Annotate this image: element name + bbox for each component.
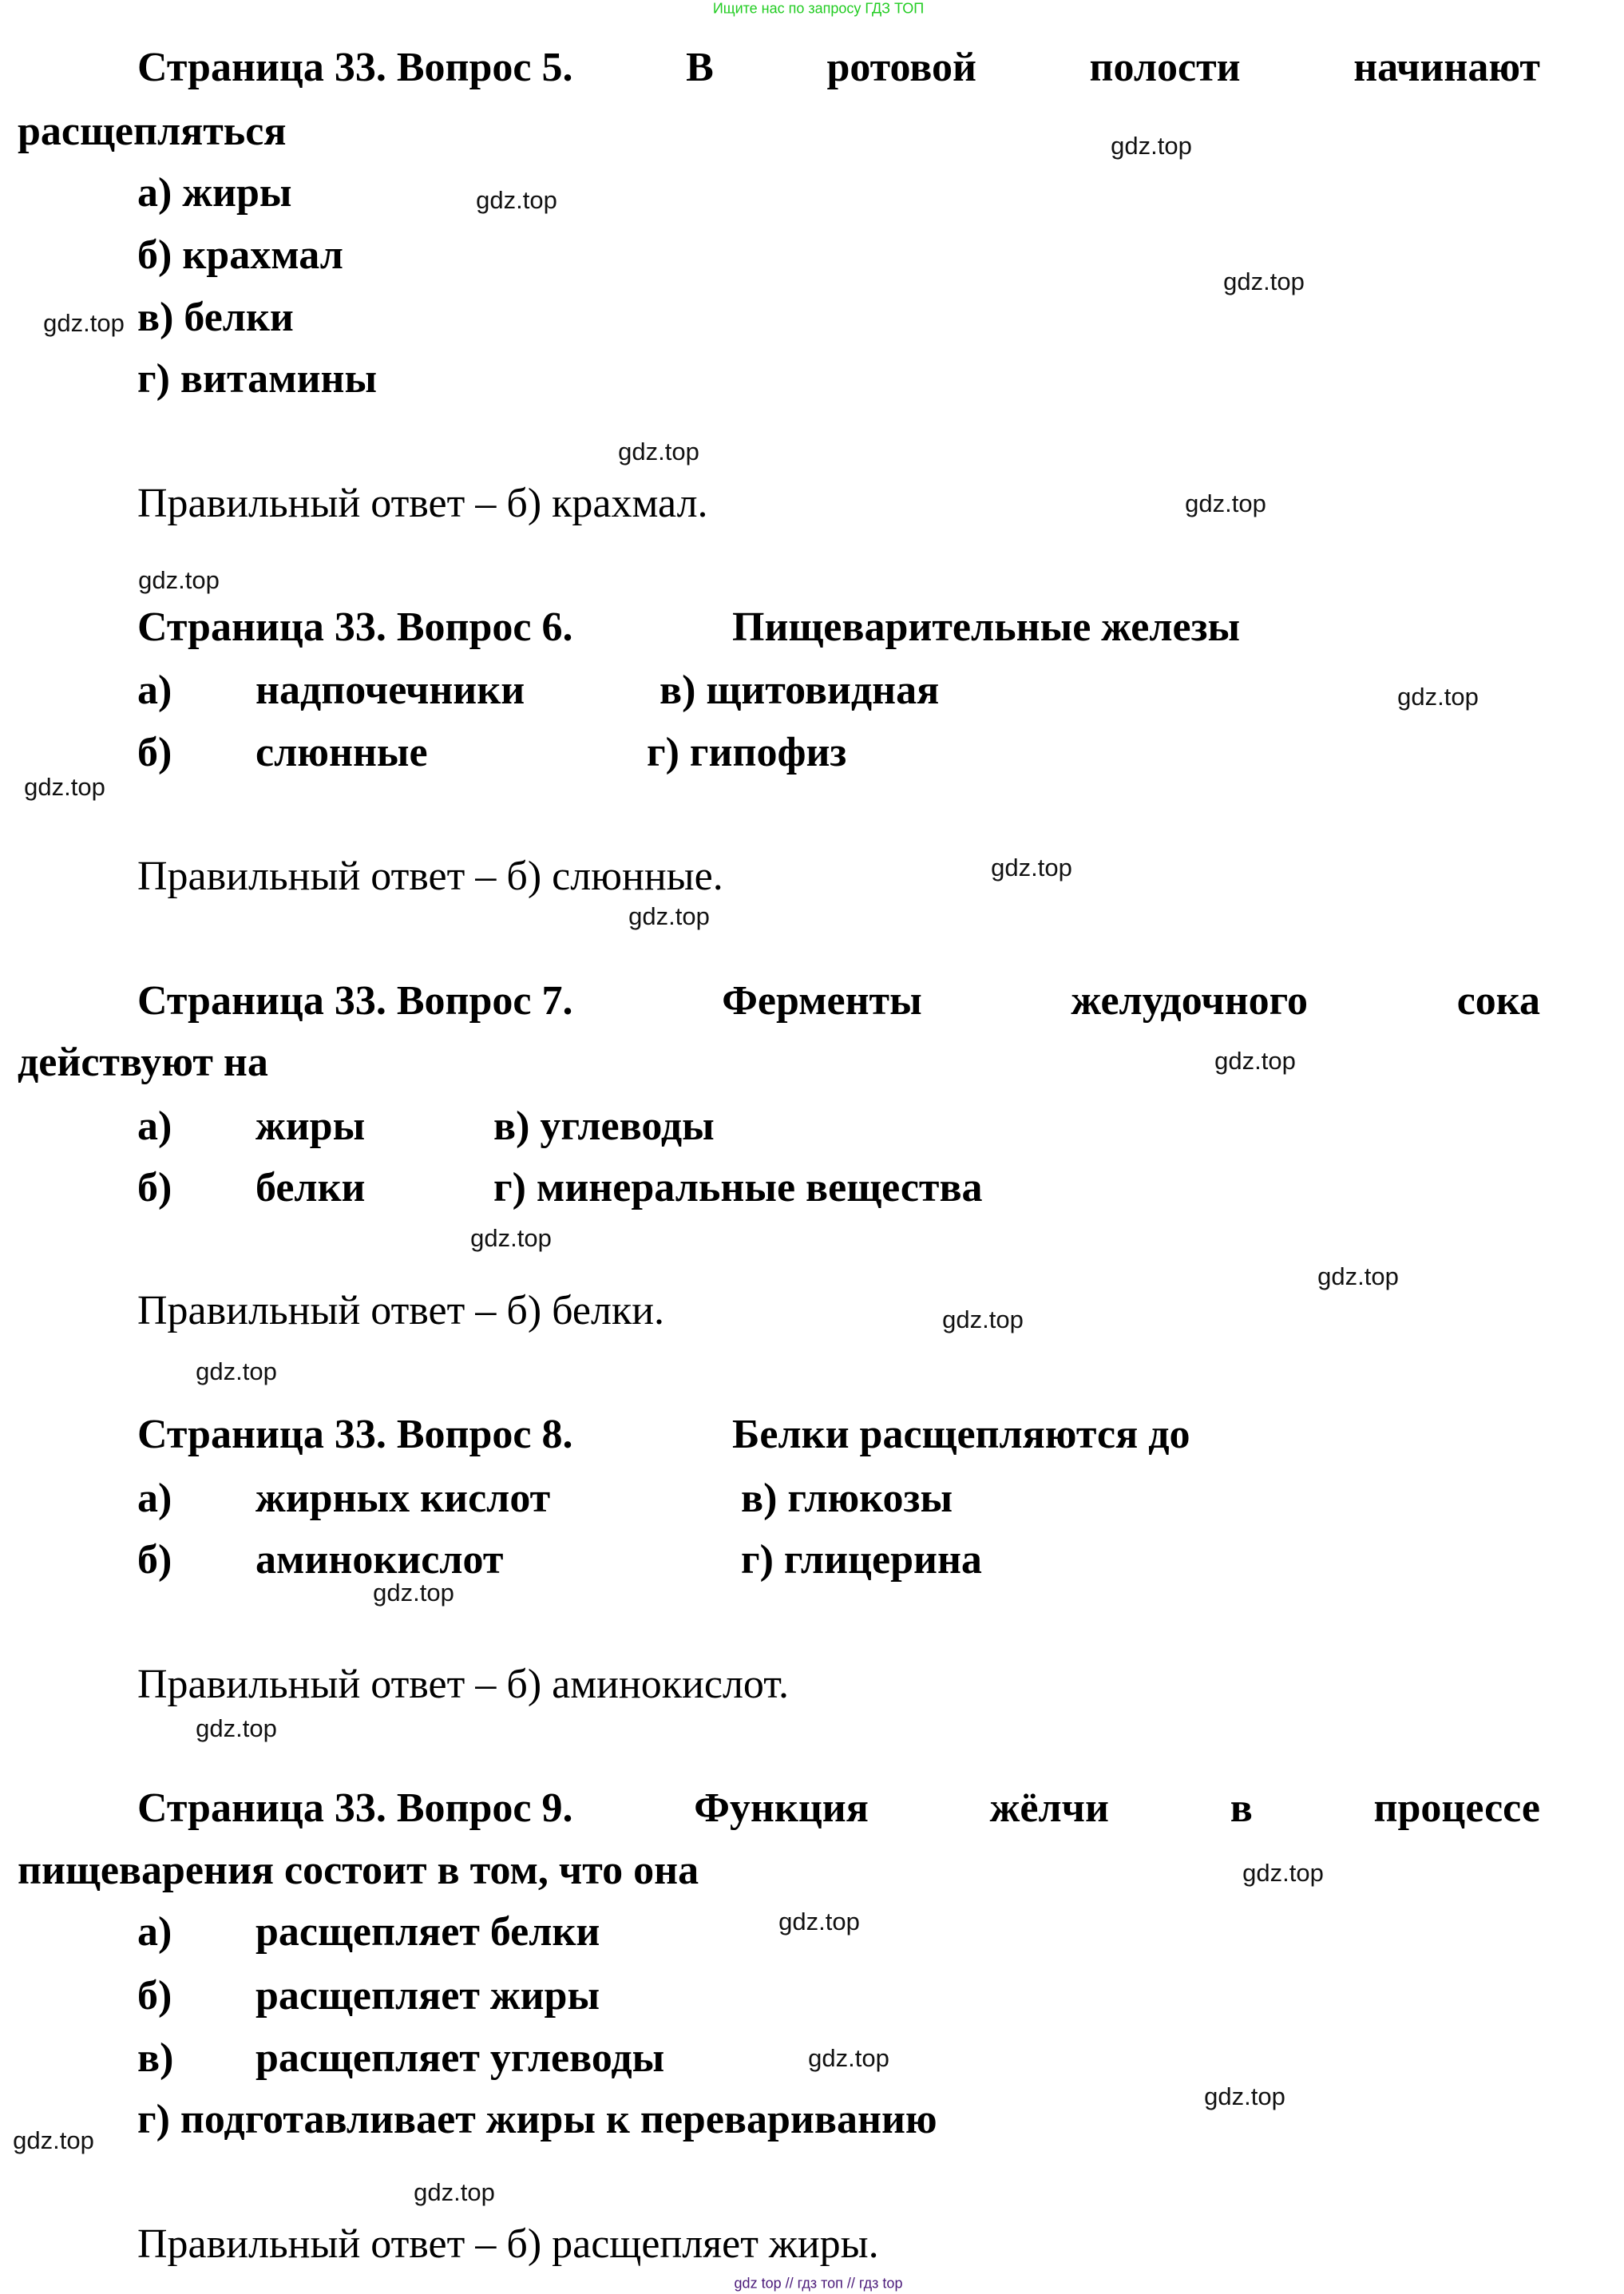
prompt-word: полости bbox=[1089, 45, 1241, 90]
option-letter: б) bbox=[137, 730, 172, 775]
option: г) глицерина bbox=[741, 1537, 982, 1583]
watermark: gdz.top bbox=[43, 309, 125, 337]
option: расщепляет углеводы bbox=[255, 2035, 665, 2081]
watermark: gdz.top bbox=[196, 1357, 277, 1385]
prompt-word: В bbox=[686, 45, 714, 90]
watermark: gdz.top bbox=[13, 2126, 94, 2154]
answer: Правильный ответ – б) крахмал. bbox=[137, 481, 708, 526]
option: г) витамины bbox=[137, 356, 378, 402]
watermark: gdz.top bbox=[1317, 1262, 1399, 1290]
question-prompt-continued: действуют на bbox=[18, 1040, 268, 1085]
question-heading: Страница 33. Вопрос 8. bbox=[137, 1412, 573, 1457]
prompt-word: ротовой bbox=[826, 45, 976, 90]
watermark: gdz.top bbox=[778, 1908, 860, 1935]
option-letter: а) bbox=[137, 1909, 172, 1955]
question-heading: Страница 33. Вопрос 5. bbox=[137, 45, 573, 90]
option: г) гипофиз bbox=[647, 730, 847, 775]
watermark: gdz.top bbox=[1397, 683, 1479, 711]
watermark: gdz.top bbox=[138, 566, 220, 594]
watermark: gdz.top bbox=[942, 1305, 1024, 1333]
prompt-word: сока bbox=[1456, 978, 1540, 1024]
option: белки bbox=[255, 1165, 366, 1210]
option-letter: б) bbox=[137, 1537, 172, 1583]
option: а) жиры bbox=[137, 170, 292, 216]
watermark: gdz.top bbox=[470, 1224, 552, 1252]
prompt-word: Функция bbox=[694, 1785, 869, 1831]
option-letter: а) bbox=[137, 1103, 172, 1149]
question-9-title bbox=[137, 1785, 1540, 1832]
option: г) минеральные вещества bbox=[493, 1165, 983, 1210]
watermark: gdz.top bbox=[628, 902, 710, 930]
option-letter: б) bbox=[137, 1973, 172, 2019]
option: расщепляет жиры bbox=[255, 1973, 600, 2019]
watermark: gdz.top bbox=[414, 2178, 495, 2206]
watermark: gdz.top bbox=[1214, 1047, 1296, 1075]
watermark: gdz.top bbox=[1242, 1859, 1324, 1887]
option: расщепляет белки bbox=[255, 1909, 600, 1955]
option-letter: в) bbox=[137, 2035, 174, 2081]
prompt-word: процессе bbox=[1373, 1785, 1540, 1831]
footer-note: gdz top // гдз топ // гдз top bbox=[734, 2275, 903, 2292]
question-prompt: Белки расщепляются до bbox=[732, 1412, 1190, 1457]
option: б) крахмал bbox=[137, 232, 343, 278]
prompt-word: Ферменты bbox=[722, 978, 922, 1024]
option: аминокислот bbox=[255, 1537, 504, 1583]
watermark: gdz.top bbox=[476, 186, 557, 214]
question-heading: Страница 33. Вопрос 7. bbox=[137, 978, 573, 1024]
search-hint: Ищите нас по запросу ГДЗ ТОП bbox=[712, 0, 925, 17]
option-letter: а) bbox=[137, 1476, 172, 1521]
question-prompt-continued: расщепляться bbox=[18, 109, 287, 154]
option: в) белки bbox=[137, 295, 294, 340]
option: жирных кислот bbox=[255, 1476, 551, 1521]
watermark: gdz.top bbox=[1185, 489, 1266, 517]
option: в) щитовидная bbox=[660, 668, 940, 713]
option: жиры bbox=[255, 1103, 366, 1149]
prompt-word: в bbox=[1230, 1785, 1253, 1831]
answer: Правильный ответ – б) расщепляет жиры. bbox=[137, 2221, 879, 2267]
watermark: gdz.top bbox=[991, 854, 1072, 882]
watermark: gdz.top bbox=[24, 773, 105, 801]
option-letter: б) bbox=[137, 1165, 172, 1210]
watermark: gdz.top bbox=[808, 2044, 889, 2072]
watermark: gdz.top bbox=[196, 1714, 277, 1742]
watermark: gdz.top bbox=[1223, 267, 1305, 295]
watermark: gdz.top bbox=[1111, 132, 1192, 160]
prompt-word: желудочного bbox=[1071, 978, 1308, 1024]
watermark: gdz.top bbox=[618, 438, 699, 466]
answer: Правильный ответ – б) слюнные. bbox=[137, 854, 723, 899]
answer: Правильный ответ – б) аминокислот. bbox=[137, 1662, 790, 1707]
question-heading: Страница 33. Вопрос 6. bbox=[137, 604, 573, 650]
watermark: gdz.top bbox=[1204, 2082, 1285, 2110]
watermark: gdz.top bbox=[373, 1579, 454, 1607]
question-7-title bbox=[137, 977, 1540, 1025]
answer: Правильный ответ – б) белки. bbox=[137, 1288, 665, 1333]
option: слюнные bbox=[255, 730, 428, 775]
option: надпочечники bbox=[255, 668, 525, 713]
prompt-word: жёлчи bbox=[989, 1785, 1109, 1831]
question-heading: Страница 33. Вопрос 9. bbox=[137, 1785, 573, 1831]
option: в) углеводы bbox=[493, 1103, 715, 1149]
option: в) глюкозы bbox=[741, 1476, 953, 1521]
option-letter: а) bbox=[137, 668, 172, 713]
prompt-word: начинают bbox=[1353, 45, 1540, 90]
question-prompt-continued: пищеварения состоит в том, что она bbox=[18, 1848, 699, 1893]
question-5-title bbox=[137, 44, 1540, 92]
question-prompt: Пищеварительные железы bbox=[732, 604, 1241, 650]
option: г) подготавливает жиры к перевариванию bbox=[137, 2097, 937, 2142]
